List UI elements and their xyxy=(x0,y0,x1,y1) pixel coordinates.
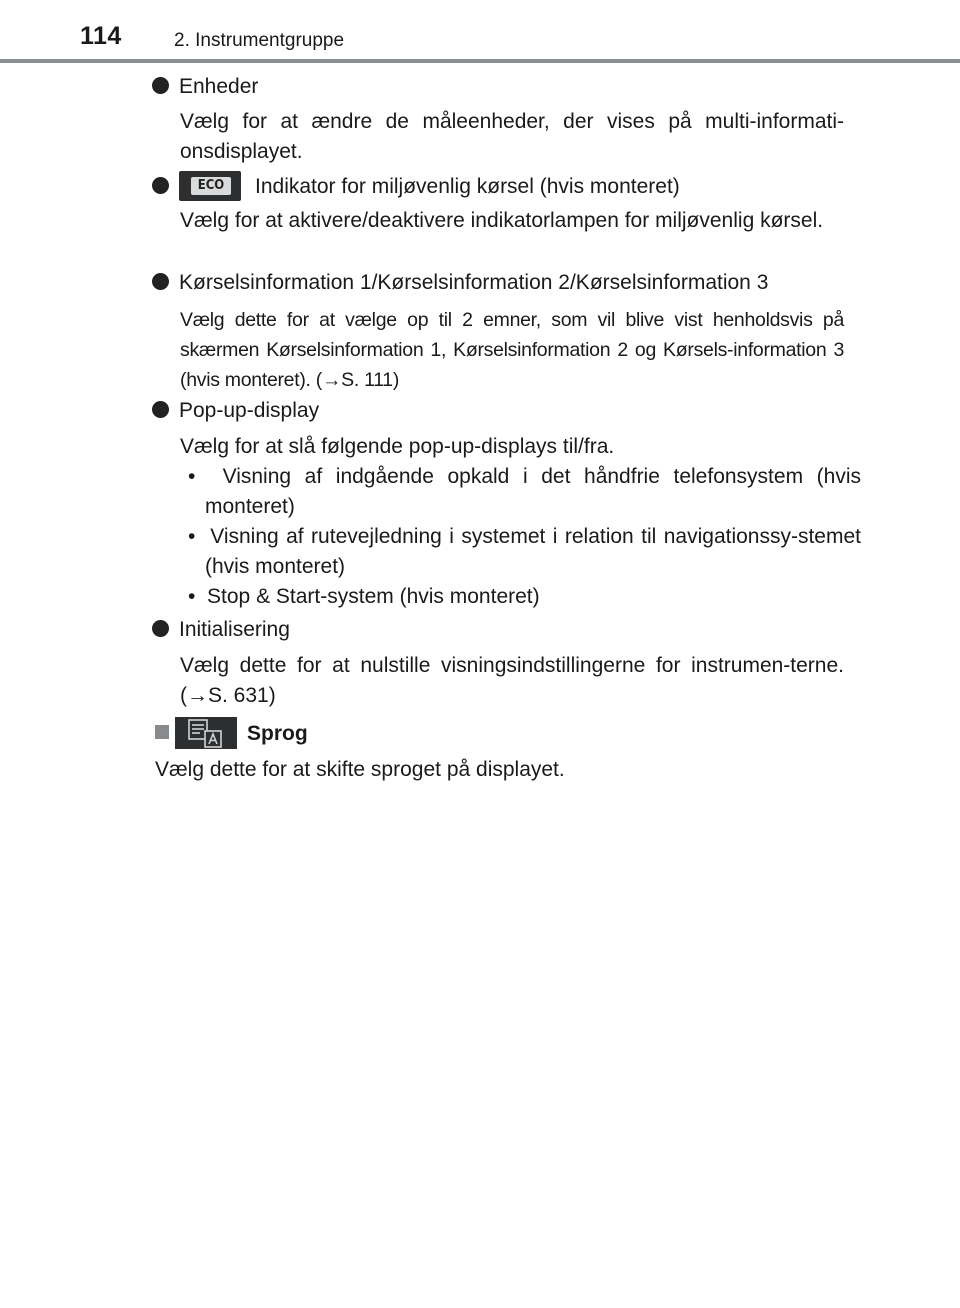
header-rule xyxy=(0,59,960,63)
chapter-title: 2. Instrumentgruppe xyxy=(174,30,345,51)
item-eco xyxy=(152,171,680,202)
item-koerselsinformation xyxy=(152,268,768,298)
page-header xyxy=(0,0,960,64)
section-title: Sprog xyxy=(247,722,308,745)
sub-bullet: • Visning af rutevejledning i systemet i relation til navigationssy-stemet (hvis monteret) xyxy=(188,525,861,578)
item-description: Vælg for at ændre de måleenheder, der vises på multi-informati-onsdisplayet. xyxy=(180,110,844,163)
sub-bullet: • Stop & Start-system (hvis monteret) xyxy=(188,585,540,608)
bullet-dot-icon xyxy=(152,620,169,637)
item-title: Kørselsinformation 1/Kørselsinformation 2/Kørselsinformation 3 xyxy=(179,271,769,294)
sub-bullet: • Visning af indgående opkald i det håndfrie telefonsystem (hvis monteret) xyxy=(188,465,861,518)
item-popup-display xyxy=(152,396,319,426)
item-title: Enheder xyxy=(179,75,259,98)
item-description: Vælg for at aktivere/deaktivere indikatorlampen for miljøvenlig kørsel. xyxy=(180,209,824,232)
bullet-dot-icon xyxy=(152,273,169,290)
item-title: Indikator for miljøvenlig kørsel (hvis monteret) xyxy=(255,175,680,198)
bullet-dot-icon xyxy=(152,177,169,194)
item-description: Vælg dette for at vælge op til 2 emner, som vil blive vist henholdsvis på skærmen Kørselsinformation 1, Kørselsinformation 2 og Kørsels-information 3 (hvis monteret). (→S. 111) xyxy=(180,309,844,391)
section-description: Vælg dette for at skifte sproget på displayet. xyxy=(155,758,565,781)
item-enheder xyxy=(152,72,258,102)
square-bullet-icon xyxy=(155,725,169,739)
page-number: 114 xyxy=(80,22,122,50)
item-title: Initialisering xyxy=(179,618,290,641)
language-icon xyxy=(175,717,237,749)
item-title: Pop-up-display xyxy=(179,399,320,422)
item-description: Vælg for at slå følgende pop-up-displays til/fra. xyxy=(180,435,615,458)
item-description: Vælg dette for at nulstille visningsindstillingerne for instrumen-terne. (→S. 631) xyxy=(180,654,844,707)
bullet-dot-icon xyxy=(152,77,169,94)
item-initialisering xyxy=(152,615,290,645)
eco-icon: ECO xyxy=(179,171,241,201)
bullet-dot-icon xyxy=(152,401,169,418)
section-sprog xyxy=(155,717,308,749)
